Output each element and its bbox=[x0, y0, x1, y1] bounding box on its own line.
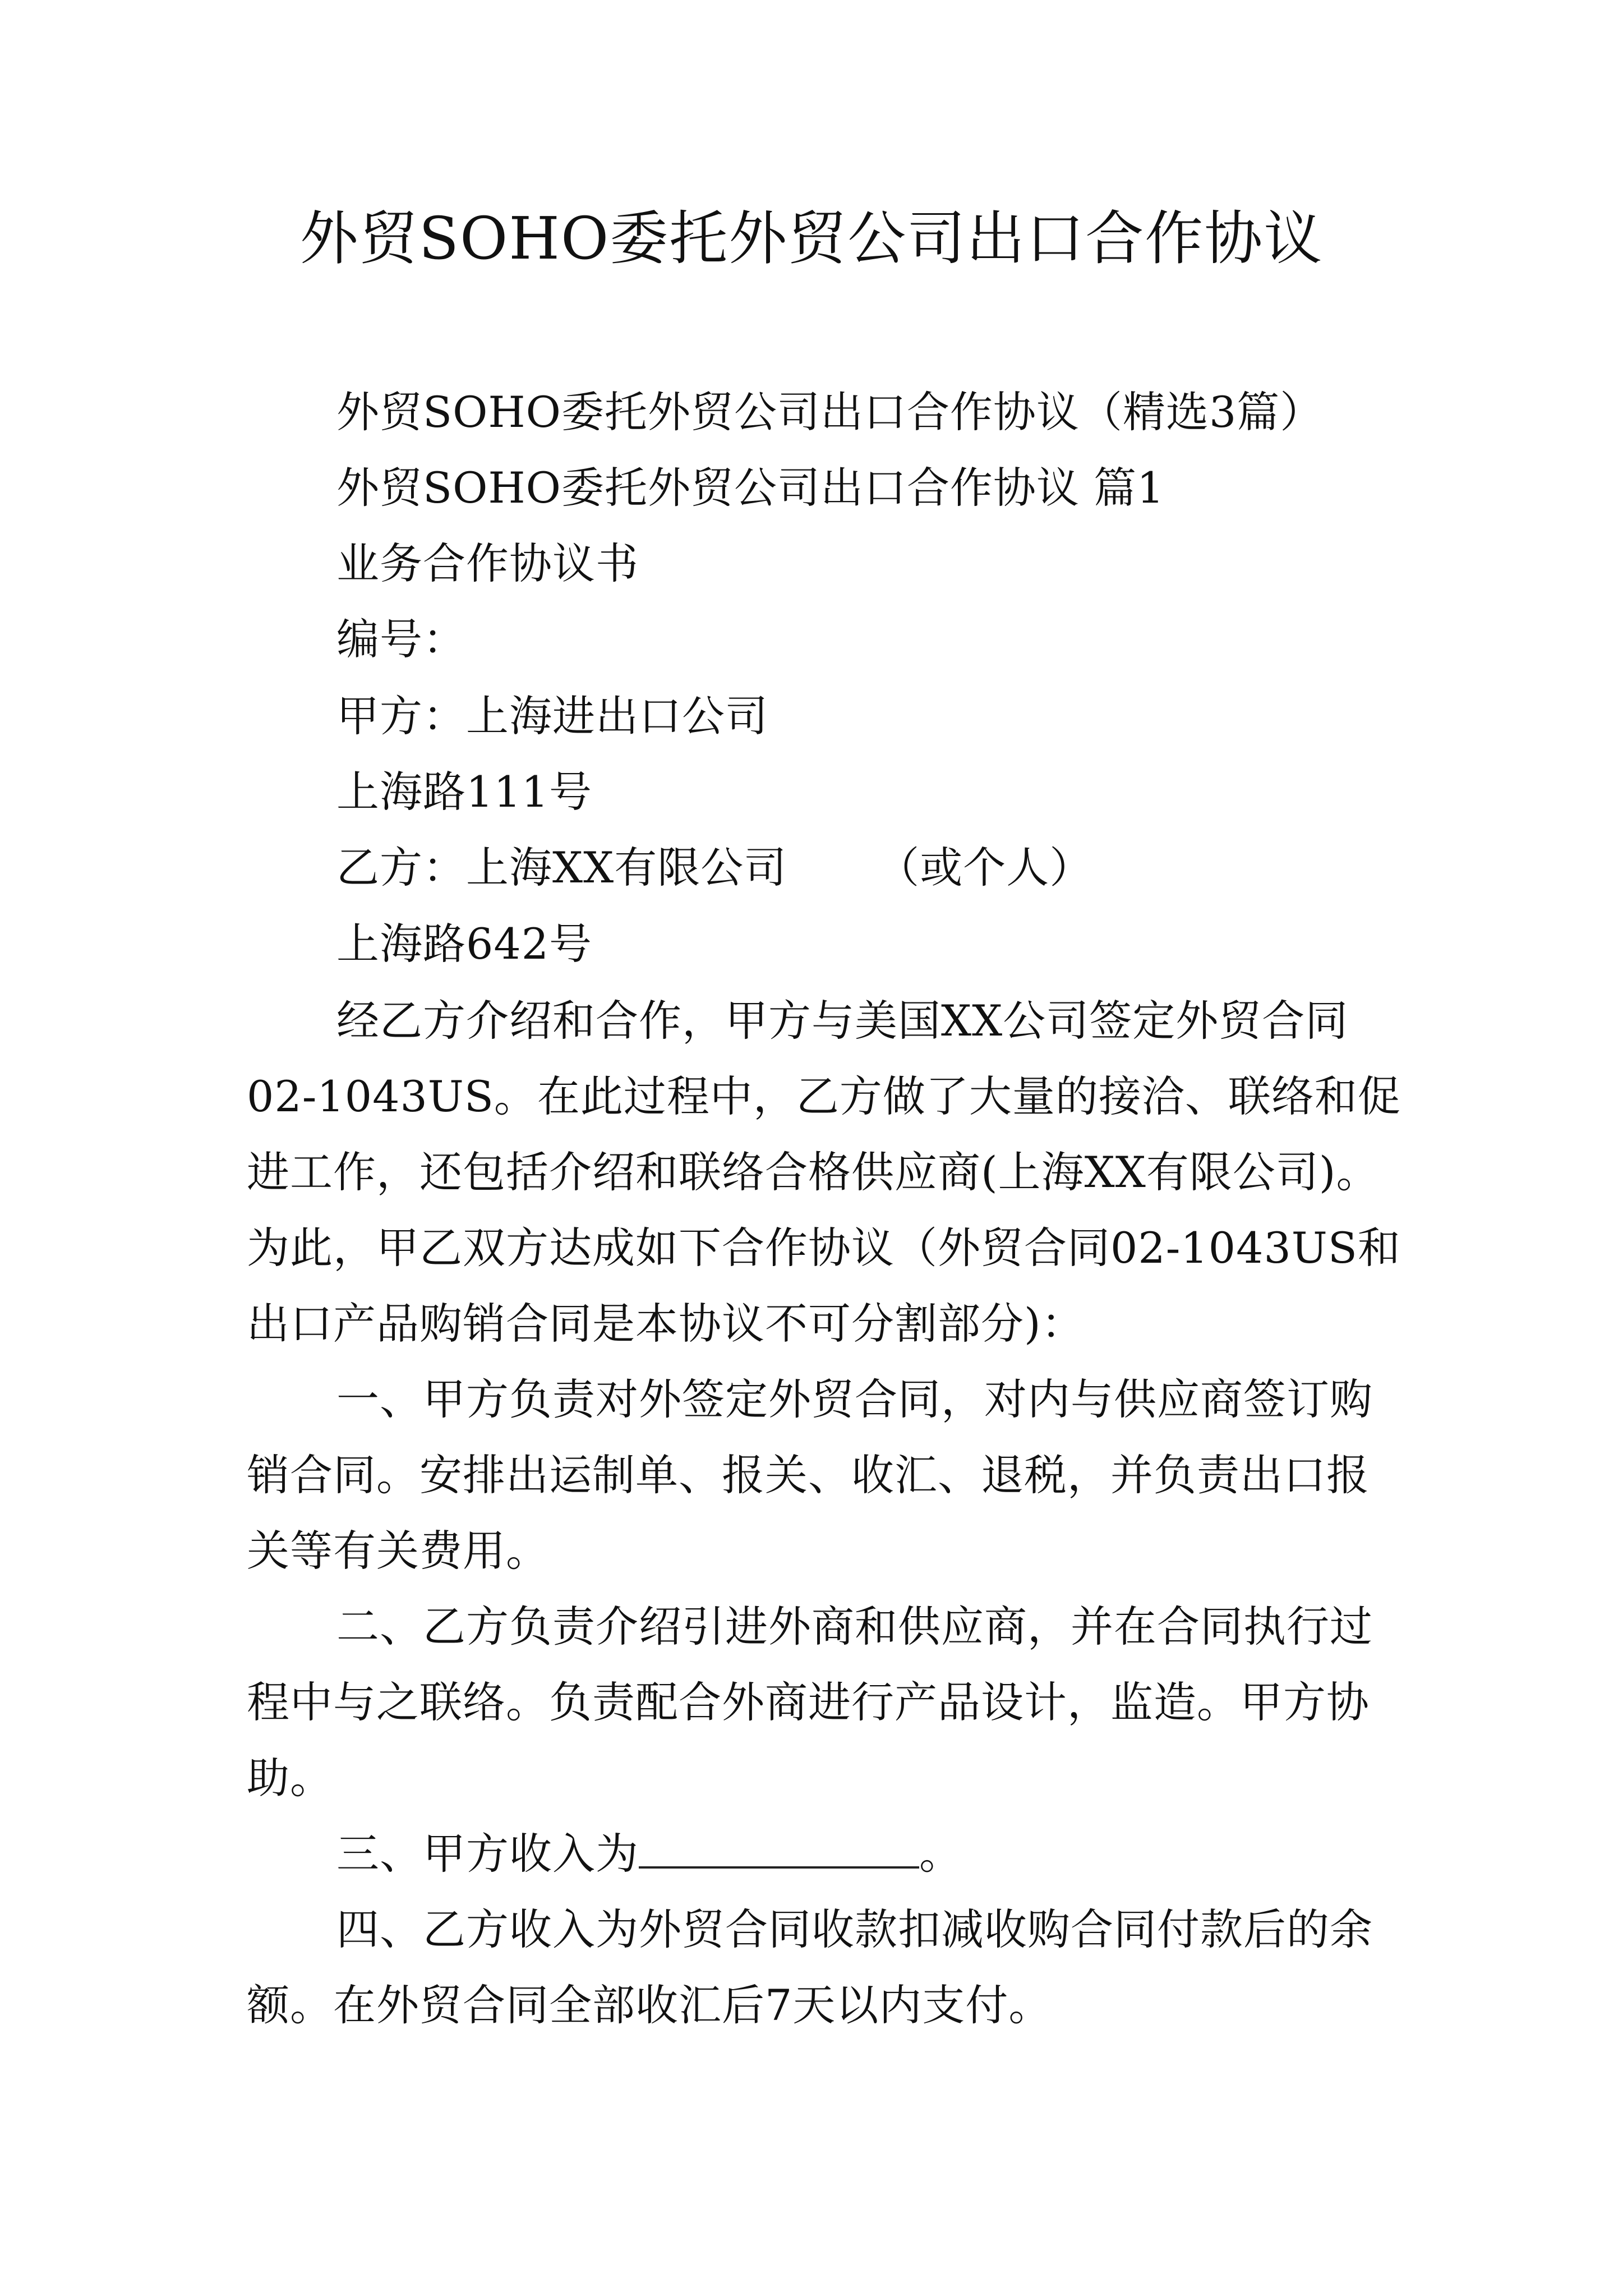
clause-1-line-2: 销合同。安排出运制单、报关、收汇、退税，并负责出口报 bbox=[247, 1450, 1370, 1500]
clause-3-blank-field bbox=[639, 1827, 919, 1869]
intro-line-2: 02-1043US。在此过程中，乙方做了大量的接洽、联络和促 bbox=[247, 1071, 1401, 1121]
clause-1-line-1: 一、甲方负责对外签定外贸合同，对内与供应商签订购 bbox=[336, 1374, 1373, 1424]
document-title: 外贸SOHO委托外贸公司出口合作协议 bbox=[299, 204, 1324, 273]
agreement-heading: 业务合作协议书 bbox=[336, 539, 639, 588]
intro-line-5: 出口产品购销合同是本协议不可分割部分)： bbox=[247, 1299, 1085, 1349]
number-label: 编号： bbox=[336, 614, 466, 664]
intro-line-1: 经乙方介绍和合作，甲方与美国XX公司签定外贸合同 bbox=[336, 996, 1349, 1046]
clause-4-line-1: 四、乙方收入为外贸合同收款扣减收购合同付款后的余 bbox=[336, 1904, 1373, 1954]
party-a-address: 上海路111号 bbox=[336, 767, 593, 817]
part-subtitle: 外贸SOHO委托外贸公司出口合作协议 篇1 bbox=[336, 463, 1165, 513]
party-b-note: （或个人） bbox=[877, 843, 1093, 892]
clause-4-line-2: 额。在外贸合同全部收汇后7天以内支付。 bbox=[247, 1980, 1052, 2030]
intro-line-4: 为此，甲乙双方达成如下合作协议（外贸合同02-1043US和 bbox=[247, 1223, 1401, 1273]
selected-subtitle: 外贸SOHO委托外贸公司出口合作协议（精选3篇） bbox=[336, 387, 1324, 437]
intro-line-3: 进工作，还包括介绍和联络合格供应商(上海XX有限公司)。 bbox=[247, 1147, 1380, 1197]
clause-3-prefix: 三、甲方收入为 bbox=[336, 1829, 639, 1879]
party-b-address: 上海路642号 bbox=[336, 919, 593, 969]
party-a: 甲方：上海进出口公司 bbox=[336, 691, 768, 741]
clause-3-line bbox=[336, 1823, 962, 1885]
clause-2-line-2: 程中与之联络。负责配合外商进行产品设计，监造。甲方协 bbox=[247, 1677, 1370, 1727]
clause-1-line-3: 关等有关费用。 bbox=[247, 1526, 549, 1576]
party-b: 乙方：上海XX有限公司 bbox=[336, 843, 787, 892]
clause-2-line-1: 二、乙方负责介绍引进外商和供应商，并在合同执行过 bbox=[336, 1602, 1373, 1651]
party-b-line bbox=[336, 837, 1092, 899]
clause-2-line-3: 助。 bbox=[247, 1753, 333, 1803]
clause-3-suffix: 。 bbox=[919, 1829, 962, 1879]
